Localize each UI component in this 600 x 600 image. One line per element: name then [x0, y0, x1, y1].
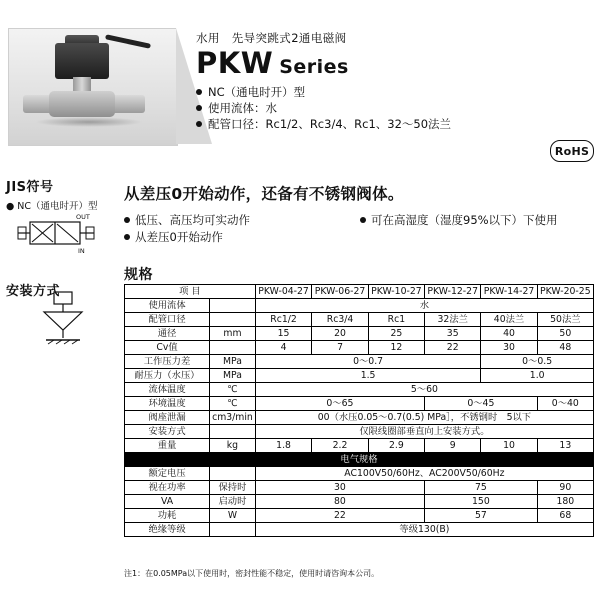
bullet-dot-icon	[124, 217, 130, 223]
valve-body-shape	[49, 91, 115, 117]
valve-outlet-pipe-shape	[111, 95, 145, 113]
row-label: 配管口径	[125, 313, 210, 327]
table-cell: 0～65	[255, 397, 424, 411]
table-row	[125, 299, 594, 313]
mounting-diagram	[18, 290, 114, 350]
table-row	[125, 509, 594, 523]
row-unit	[210, 523, 256, 537]
row-unit: MPa	[210, 355, 256, 369]
photo-shadow	[35, 117, 143, 127]
feature-text: 低压、高压均可实动作	[135, 213, 250, 227]
banner-bullet-list	[196, 84, 596, 132]
column-header: PKW-14-27	[481, 285, 537, 299]
row-sublabel: 保持时	[210, 481, 256, 495]
table-cell: 0～40	[537, 397, 593, 411]
spec-table	[124, 284, 594, 537]
table-cell: 1.5	[255, 369, 481, 383]
table-row	[125, 425, 594, 439]
product-banner	[0, 28, 600, 158]
table-cell: 2.2	[312, 439, 368, 453]
table-row	[125, 411, 594, 425]
banner-text-block	[196, 28, 596, 132]
bullet-text: NC（通电时开）型	[208, 85, 306, 100]
row-label: Cv值	[125, 341, 210, 355]
table-cell: 50	[537, 327, 593, 341]
table-cell: 0～45	[425, 397, 538, 411]
row-unit	[210, 467, 256, 481]
table-cell: 75	[425, 481, 538, 495]
table-cell: 0～0.7	[255, 355, 481, 369]
row-unit: ℃	[210, 397, 256, 411]
row-label: 功耗	[125, 509, 210, 523]
row-label: 环境温度	[125, 397, 210, 411]
table-cell: 57	[425, 509, 538, 523]
table-cell: 15	[255, 327, 311, 341]
table-cell: Rc3/4	[312, 313, 368, 327]
table-cell: 25	[368, 327, 424, 341]
table-row	[125, 369, 594, 383]
table-cell: 150	[425, 495, 538, 509]
table-cell: 30	[481, 341, 537, 355]
list-item	[196, 116, 596, 132]
bullet-dot-icon	[196, 105, 202, 111]
row-unit	[210, 299, 256, 313]
list-item	[196, 100, 596, 116]
table-cell: 48	[537, 341, 593, 355]
table-row	[125, 439, 594, 453]
table-cell: 1.8	[255, 439, 311, 453]
table-cell: 9	[425, 439, 481, 453]
table-row	[125, 355, 594, 369]
table-row	[125, 523, 594, 537]
bullet-text: 配管口径：Rc1/2、Rc3/4、Rc1、32～50法兰	[208, 117, 452, 132]
row-sublabel: 启动时	[210, 495, 256, 509]
table-cell: Rc1/2	[255, 313, 311, 327]
bullet-text: 使用流体：水	[208, 101, 277, 116]
table-cell: 68	[537, 509, 593, 523]
table-cell: 22	[255, 509, 424, 523]
jis-out-label: OUT	[76, 213, 90, 221]
table-cell: 仅限线圈部垂直向上安装方式。	[255, 425, 593, 439]
table-cell: 40法兰	[481, 313, 537, 327]
table-cell: 12	[368, 341, 424, 355]
column-header: PKW-20-25	[537, 285, 593, 299]
row-label: 绝缘等级	[125, 523, 210, 537]
list-item	[360, 212, 596, 229]
table-cell: 5～60	[255, 383, 593, 397]
row-label: 通径	[125, 327, 210, 341]
column-header: 项 目	[125, 285, 256, 299]
list-item	[124, 229, 360, 246]
table-cell: 0～0.5	[481, 355, 594, 369]
table-row	[125, 383, 594, 397]
row-unit: ℃	[210, 383, 256, 397]
feature-list	[124, 212, 600, 246]
table-row	[125, 481, 594, 495]
table-cell: 2.9	[368, 439, 424, 453]
feature-headline: 从差压0开始动作，还备有不锈钢阀体。	[124, 185, 404, 203]
table-row	[125, 467, 594, 481]
table-cell: Rc1	[368, 313, 424, 327]
row-label: 耐压力（水压）	[125, 369, 210, 383]
row-label: VA	[125, 495, 210, 509]
table-row	[125, 327, 594, 341]
row-unit	[210, 341, 256, 355]
jis-symbol-title: JIS符号	[6, 180, 54, 195]
row-label: 流体温度	[125, 383, 210, 397]
table-row	[125, 495, 594, 509]
table-cell: 水	[255, 299, 593, 313]
row-unit: cm3/min	[210, 411, 256, 425]
product-subtitle: 水用 先导突跳式2通电磁阀	[196, 31, 347, 45]
table-cell: AC100V50/60Hz、AC200V50/60Hz	[255, 467, 593, 481]
spec-section-title: 规格	[124, 267, 153, 283]
table-cell: 10	[481, 439, 537, 453]
table-cell: 32法兰	[425, 313, 481, 327]
rohs-badge: RoHS	[550, 140, 594, 162]
spec-footnote: 注1：在0.05MPa以下使用时，密封性能不稳定，使用时请咨询本公司。	[124, 569, 380, 578]
product-title-main: PKW	[196, 46, 274, 80]
table-cell: 7	[312, 341, 368, 355]
list-item	[196, 84, 596, 100]
table-header-row	[125, 285, 594, 299]
table-cell: 180	[537, 495, 593, 509]
table-cell: 80	[255, 495, 424, 509]
jis-in-label: IN	[78, 247, 85, 254]
table-cell: 22	[425, 341, 481, 355]
feature-text: 可在高湿度（湿度95%以下）下使用	[371, 213, 558, 227]
row-unit: mm	[210, 327, 256, 341]
table-row	[125, 397, 594, 411]
table-cell: 90	[537, 481, 593, 495]
row-label: 额定电压	[125, 467, 210, 481]
row-label: 安装方式	[125, 425, 210, 439]
column-header: PKW-10-27	[368, 285, 424, 299]
bullet-dot-icon	[360, 217, 366, 223]
table-row	[125, 341, 594, 355]
table-cell: 30	[255, 481, 424, 495]
table-cell: 20	[312, 327, 368, 341]
table-cell: 4	[255, 341, 311, 355]
table-row	[125, 313, 594, 327]
column-header: PKW-06-27	[312, 285, 368, 299]
product-title-series: Series	[279, 56, 349, 78]
table-cell: 1.0	[481, 369, 594, 383]
section-band-label: 电气规格	[125, 453, 594, 467]
feature-text: 从差压0开始动作	[135, 230, 223, 244]
row-label: 重量	[125, 439, 210, 453]
list-item	[124, 212, 360, 229]
row-unit: MPa	[210, 369, 256, 383]
jis-symbol-subtitle: ● NC（通电时开）型	[6, 201, 98, 212]
table-cell: 等级130(B)	[255, 523, 593, 537]
product-photo	[8, 28, 178, 146]
bullet-dot-icon	[196, 89, 202, 95]
table-cell: 00（水压0.05～0.7(0.5) MPa］，不锈钢时 5以下	[255, 411, 593, 425]
row-label: 使用流体	[125, 299, 210, 313]
mounting-title: 安装方式	[6, 284, 61, 299]
feature-row	[124, 229, 600, 246]
product-title	[196, 48, 596, 78]
table-cell: 40	[481, 327, 537, 341]
row-unit	[210, 313, 256, 327]
row-unit	[210, 425, 256, 439]
row-label: 工作压力差	[125, 355, 210, 369]
row-unit: W	[210, 509, 256, 523]
table-cell: 13	[537, 439, 593, 453]
bullet-dot-icon	[196, 121, 202, 127]
column-header: PKW-04-27	[255, 285, 311, 299]
jis-symbol-diagram	[16, 212, 112, 254]
table-cell: 35	[425, 327, 481, 341]
row-label: 视在功率	[125, 481, 210, 495]
column-header: PKW-12-27	[425, 285, 481, 299]
table-cell: 50法兰	[537, 313, 593, 327]
row-label: 阀座泄漏	[125, 411, 210, 425]
feature-row	[124, 212, 600, 229]
solenoid-coil-shape	[55, 43, 109, 79]
row-unit: kg	[210, 439, 256, 453]
section-band-electrical	[125, 453, 594, 467]
bullet-dot-icon	[124, 234, 130, 240]
